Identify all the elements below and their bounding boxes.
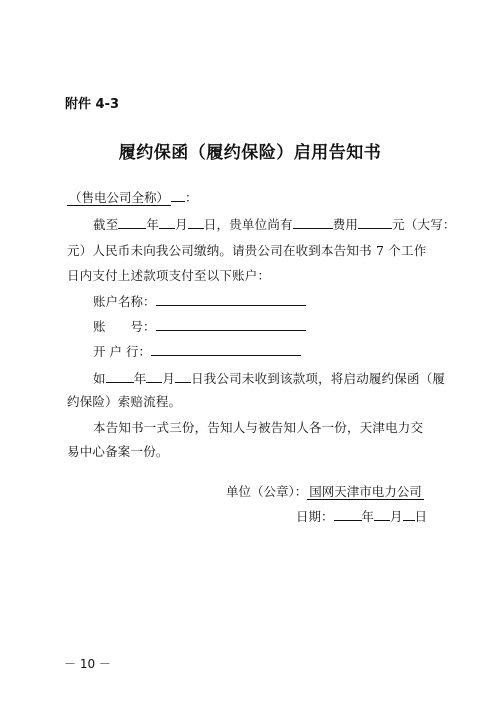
addressee-colon: ： — [185, 190, 198, 205]
blank-day — [188, 216, 204, 229]
attachment-label: 附件 4-3 — [65, 97, 120, 112]
unit-name: 国网天津市电力公司 — [309, 484, 422, 499]
paragraph-1-line-2: 元）人民币未向我公司缴纳。请贵公司在收到本告知书 7 个工作 — [67, 243, 427, 258]
blank-sign-month — [374, 508, 390, 521]
blank-amount — [358, 216, 392, 229]
account-name-field — [156, 293, 306, 306]
paragraph-3-line-1: 本告知书一式三份，告知人与被告知人各一份，天津电力交 — [93, 420, 424, 435]
paragraph-2-line-1: 如 年 月 日我公司未收到该款项，将启动履约保函（履 — [93, 371, 446, 386]
blank-day-2 — [175, 370, 191, 383]
account-number-field — [156, 318, 306, 331]
account-number-label: 账 号： — [93, 319, 156, 334]
signature-date-row: 日期： 年 月 日 — [296, 509, 428, 524]
account-name-label: 账户名称： — [93, 294, 156, 309]
blank-month-2 — [146, 370, 162, 383]
date-label: 日期： — [296, 509, 334, 524]
paragraph-1-line-3: 日内支付上述款项支付至以下账户： — [67, 268, 271, 283]
blank-sign-year — [334, 508, 362, 521]
bank-label: 开 户 行： — [93, 344, 151, 359]
account-name-row — [93, 293, 306, 310]
paragraph-3-line-2: 易中心备案一份。 — [67, 444, 169, 459]
blank-year — [118, 216, 146, 229]
addressee-placeholder: （售电公司全称） — [69, 190, 170, 205]
blank-sign-day — [403, 508, 415, 521]
unit-label: 单位（公章）： — [226, 484, 308, 499]
document-title: 履约保函（履约保险）启用告知书 — [118, 143, 382, 163]
addressee-line — [67, 189, 198, 206]
blank-month — [159, 216, 175, 229]
account-number-row — [93, 318, 306, 335]
paragraph-1-line-1: 截至 年 月 日，贵单位尚有 费用 元（大写： — [93, 217, 456, 232]
signature-unit-row — [226, 484, 424, 500]
blank-fee-type — [293, 216, 333, 229]
paragraph-2-line-2: 约保险）索赔流程。 — [67, 394, 182, 409]
page-number: － 10 － — [64, 657, 111, 671]
bank-row — [93, 343, 301, 360]
blank-year-2 — [106, 370, 134, 383]
bank-field — [151, 343, 301, 356]
